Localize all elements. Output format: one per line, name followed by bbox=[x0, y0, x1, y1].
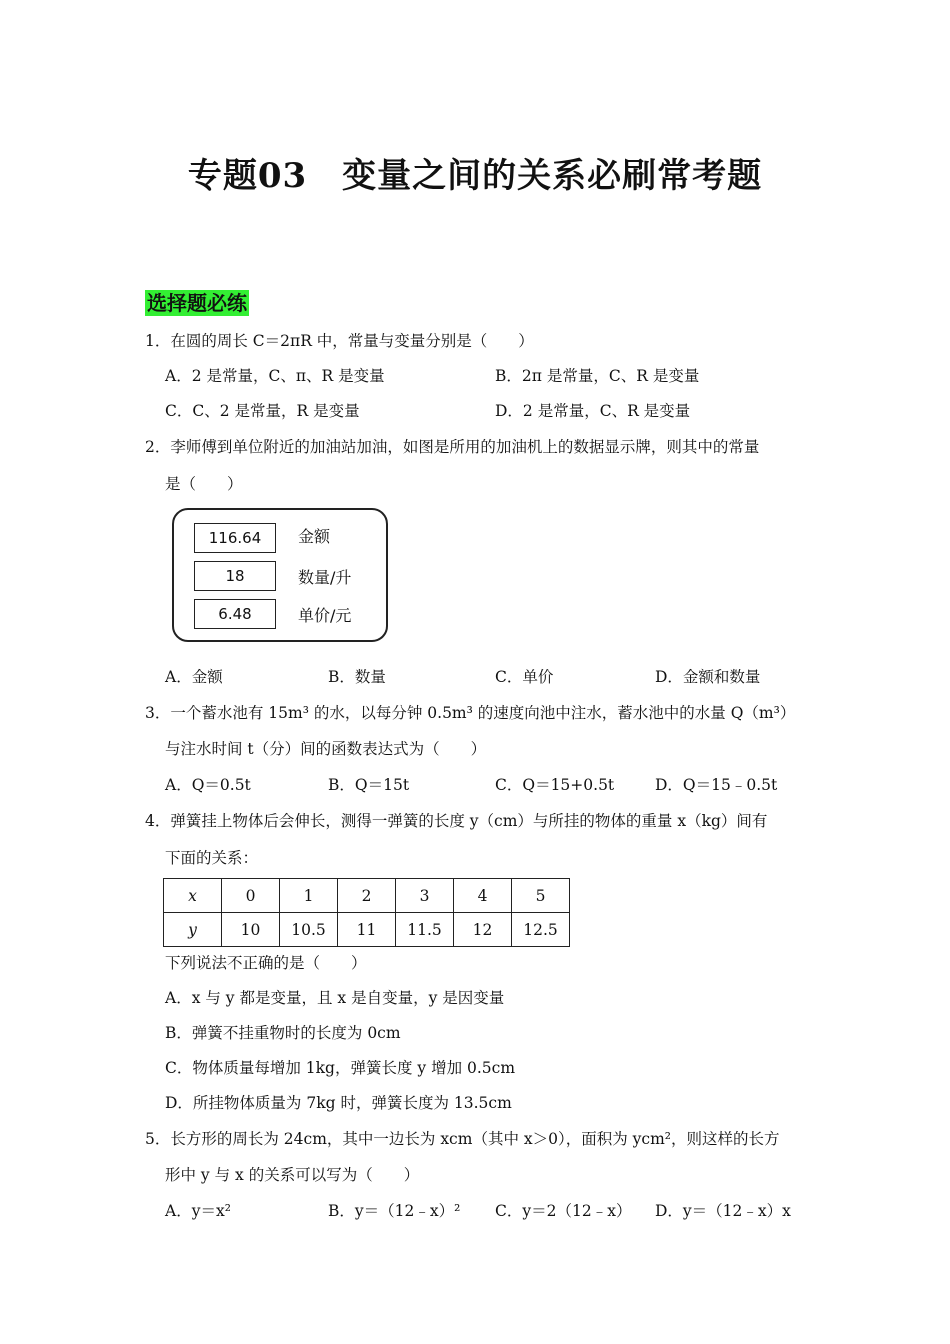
display-price-label: 单价/元 bbox=[298, 606, 352, 625]
display-quantity-label: 数量/升 bbox=[298, 568, 352, 587]
q3-option-d: D．Q＝15﹣0.5t bbox=[655, 776, 778, 794]
section-label: 选择题必练 bbox=[147, 291, 247, 315]
spring-data-table bbox=[163, 878, 570, 947]
table-header-y: y bbox=[164, 913, 222, 947]
table-cell: 1 bbox=[280, 879, 338, 913]
q2-option-b: B．数量 bbox=[328, 668, 386, 686]
display-price-value: 6.48 bbox=[194, 599, 276, 629]
table-cell: 10 bbox=[222, 913, 280, 947]
q3-option-c: C．Q＝15+0.5t bbox=[495, 776, 615, 794]
table-cell: 12 bbox=[454, 913, 512, 947]
table-cell: 0 bbox=[222, 879, 280, 913]
q5-option-d: D．y＝（12﹣x）x bbox=[655, 1202, 791, 1220]
q2-option-a: A．金额 bbox=[165, 668, 223, 686]
question-5-stem-line1: 5．长方形的周长为 24cm，其中一边长为 xcm（其中 x＞0），面积为 ycm²，则这样的长方 bbox=[145, 1130, 780, 1148]
question-1-stem: 1．在圆的周长 C＝2πR 中，常量与变量分别是（ ） bbox=[145, 332, 534, 350]
question-4-prompt: 下列说法不正确的是（ ） bbox=[165, 954, 367, 972]
q1-option-a: A．2 是常量，C、π、R 是变量 bbox=[165, 367, 385, 385]
q5-option-b: B．y＝（12﹣x）² bbox=[328, 1202, 461, 1220]
q5-option-c: C．y＝2（12﹣x） bbox=[495, 1202, 632, 1220]
table-header-x: x bbox=[164, 879, 222, 913]
table-cell: 3 bbox=[396, 879, 454, 913]
question-2-stem-line2: 是（ ） bbox=[165, 475, 243, 493]
table-cell: 10.5 bbox=[280, 913, 338, 947]
table-cell: 12.5 bbox=[512, 913, 570, 947]
fuel-pump-display bbox=[172, 508, 388, 642]
question-5-stem-line2: 形中 y 与 x 的关系可以写为（ ） bbox=[165, 1166, 420, 1184]
table-row-y bbox=[164, 913, 570, 947]
q1-option-b: B．2π 是常量，C、R 是变量 bbox=[495, 367, 700, 385]
question-4-stem-line2: 下面的关系： bbox=[165, 849, 259, 867]
question-2-stem-line1: 2．李师傅到单位附近的加油站加油，如图是所用的加油机上的数据显示牌，则其中的常量 bbox=[145, 438, 760, 456]
question-4-stem-line1: 4．弹簧挂上物体后会伸长，测得一弹簧的长度 y（cm）与所挂的物体的重量 x（kg）间有 bbox=[145, 812, 768, 830]
q4-option-b: B．弹簧不挂重物时的长度为 0cm bbox=[165, 1024, 401, 1042]
q4-option-a: A．x 与 y 都是变量，且 x 是自变量，y 是因变量 bbox=[165, 989, 505, 1007]
table-cell: 5 bbox=[512, 879, 570, 913]
table-cell: 2 bbox=[338, 879, 396, 913]
question-3-stem-line2: 与注水时间 t（分）间的函数表达式为（ ） bbox=[165, 740, 487, 758]
table-cell: 11.5 bbox=[396, 913, 454, 947]
q2-option-d: D．金额和数量 bbox=[655, 668, 761, 686]
q4-option-d: D．所挂物体质量为 7kg 时，弹簧长度为 13.5cm bbox=[165, 1094, 512, 1112]
q1-option-c: C．C、2 是常量，R 是变量 bbox=[165, 402, 360, 420]
display-quantity-value: 18 bbox=[194, 561, 276, 591]
table-cell: 4 bbox=[454, 879, 512, 913]
table-cell: 11 bbox=[338, 913, 396, 947]
q1-option-d: D．2 是常量，C、R 是变量 bbox=[495, 402, 691, 420]
page-title: 专题03 变量之间的关系必刷常考题 bbox=[187, 156, 763, 196]
q3-option-a: A．Q＝0.5t bbox=[165, 776, 251, 794]
display-amount-value: 116.64 bbox=[194, 523, 276, 553]
table-row-x bbox=[164, 879, 570, 913]
q5-option-a: A．y＝x² bbox=[165, 1202, 231, 1220]
question-3-stem-line1: 3．一个蓄水池有 15m³ 的水，以每分钟 0.5m³ 的速度向池中注水，蓄水池中的水量 Q（m³） bbox=[145, 704, 796, 722]
display-amount-label: 金额 bbox=[298, 527, 331, 546]
q2-option-c: C．单价 bbox=[495, 668, 554, 686]
q3-option-b: B．Q＝15t bbox=[328, 776, 410, 794]
q4-option-c: C．物体质量每增加 1kg，弹簧长度 y 增加 0.5cm bbox=[165, 1059, 516, 1077]
